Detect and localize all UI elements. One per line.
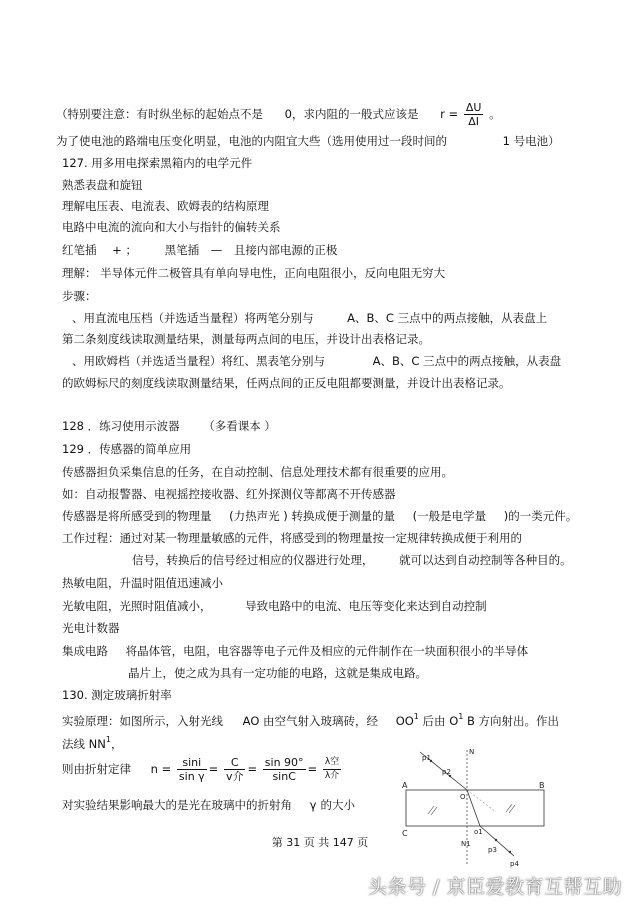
text-line: 第二条刻度线读取测量结果，测量每两点间的电压，并设计出表格记录。 [62,332,430,346]
line-principle [62,710,559,728]
denominator: λ介 [324,771,340,781]
text: A、B、C 三点中的两点接触，从表盘 [372,354,562,368]
pin-p4 [509,851,511,853]
hatch-mark [431,807,437,815]
numerator: sini [177,756,207,770]
line-battery-note [56,134,560,148]
text-line: 如：自动报警器、电视摇控接收器、红外探测仪等都离不开传感器 [62,487,396,501]
line-signal [132,553,572,567]
superscript: 1 [458,712,464,721]
text: （特别要注意：有时纵坐标的起始点不是 [56,107,263,121]
text: A、B、C 三点中的两点接触，从表盘上 [347,311,548,325]
glass-block [406,790,544,826]
label-p1: p1 [422,754,431,762]
text: B 方向射出。作出 [467,714,560,728]
text-line: 理解： 半导体元件二极管具有单向导电性，正向电阻很小，反向电阻无穷大 [62,266,446,280]
numerator: λ空 [323,756,341,770]
text: (力热声光 ) 转换成便于测量的量 [229,509,395,523]
text-line: 晶片上，使之成为具有一定功能的电路，这就是集成电路。 [128,666,427,680]
text: 0，求内阻的一般式应该是 [284,107,419,121]
fraction-wavelength [323,756,341,783]
text: 实验原理：如图所示，入射光线 [62,714,223,728]
text: 的大小 [320,798,355,812]
numerator: ΔU [465,101,482,114]
text: 红笔插 [62,243,97,257]
text: 就可以达到自动控制等各种目的。 [399,553,572,567]
page-number: 第 31 页 共 147 页 [271,836,369,849]
label-B: B [539,781,545,790]
label-O: O [460,793,466,801]
label-p4: p4 [510,860,519,868]
refraction-law-line: 则由折射定律 n = $\frac{\sin i}{\text{sin γ}}$ = $\frac{C}{\text{v介}}$ = $\frac{\sin 90^\circ}{\sin C}$ = $\frac{\text{λ空}}{\text{λ介}}$ [62,756,340,783]
line-photoresistor [62,599,487,613]
numerator: C [224,756,246,770]
text: 1 号电池） [502,134,560,148]
label-N: N [469,748,475,756]
fraction-sin90-sinc [263,756,306,783]
text: AO 由空气射入玻璃砖，经 [242,714,379,728]
text: + ； [112,243,137,257]
text-line: 电路中电流的流向和大小与指针的偏转关系 [62,220,281,234]
step-2-line [72,354,561,368]
label-N1: N1 [461,840,471,848]
hatch-mark [509,805,515,813]
text: 传感器是将所感受到的物理量 [62,509,212,523]
section-heading-127: 127. 用多用电探索黑箱内的电学元件 [62,156,253,170]
text: （多看课本 ） [203,419,276,433]
text-line: 理解电压表、电流表、欧姆表的结构原理 [62,199,269,213]
text: 、用直流电压档（并选适当量程）将两笔分别与 [72,311,314,325]
label-p2: p2 [442,768,451,776]
label-p3: p3 [488,846,497,854]
section-heading-130: 130. 测定玻璃折射率 [62,688,172,702]
text: — [210,243,223,257]
watermark: 头条号 / 京臣爱教育互帮互助 [368,876,622,898]
line-normal [62,733,122,751]
line-probe-colors [62,243,337,257]
formula-r: r = [440,107,459,121]
section-heading-129: 129 ．传感器的简单应用 [62,442,192,456]
text: ， [110,737,123,751]
refraction-diagram [398,742,558,872]
text: (一般是电学量 [412,509,487,523]
text: OO [395,714,414,728]
label-C: C [402,829,408,838]
fraction-du-di [464,101,484,128]
text: 法线 NN [62,737,106,751]
denominator: v介 [225,770,244,783]
text-line: 熟悉表盘和旋钮 [62,178,143,192]
text: 后由 O [422,714,459,728]
label-O1: o1 [474,828,483,836]
hatch-mark [506,804,512,812]
text: 则由折射定律 [62,762,131,776]
denominator: sin γ [178,770,205,783]
section-heading-128 [62,419,276,433]
hatch-mark [428,806,434,814]
numerator: sin 90° [264,756,304,769]
text: 导致电路中的电流、电压等变化来达到自动控制 [245,599,487,613]
text: )的一类元件。 [503,509,578,523]
denominator: sinC [272,770,296,783]
line-ic [62,644,528,658]
gamma-symbol: γ [309,798,317,812]
text: 黑笔插 [164,243,200,257]
text-line: 热敏电阻，升温时阻值迅速减小 [62,576,223,590]
text-line: 的欧姆标尺的刻度线读取测量结果，任两点间的正反电阻都要测量，并设计出表格记录。 [62,376,511,390]
line-note-internal-resistance [56,101,501,128]
label-A: A [402,781,408,790]
text: 。 [489,107,501,121]
text: 将晶体管，电阻，电容器等电子元件及相应的元件制作在一块面积很小的半导体 [125,644,529,658]
superscript: 1 [105,735,111,744]
denominator: ΔI [468,115,479,128]
step-1-line [72,311,547,325]
line-error-source [62,798,355,812]
refracted-ray [467,790,480,826]
text: 且接内部电源的正极 [233,243,338,257]
text: 对实验结果影响最大的是光在玻璃中的折射角 [62,798,292,812]
text: 集成电路 [62,644,108,658]
formula-n: n = [150,762,172,776]
fraction-sini-sin-gamma [177,756,207,783]
text: 信号，转换后的信号经过相应的仪器进行处理， [132,553,374,567]
text-line: 步骤： [62,289,97,303]
text: 光敏电阻，光照时阻值减小， [62,599,212,613]
superscript: 1 [413,712,419,721]
line-sensor-definition [62,509,577,523]
text: 为了使电池的路端电压变化明显，电池的内阻宜大些（选用使用过一段时间的 [56,134,447,148]
text-line: 传感器担负采集信息的任务，在自动控制、信息处理技术都有很重要的应用。 [62,465,453,479]
text: 、用欧姆档（并选适当量程）将红、黑表笔分别与 [72,354,325,368]
text-line: 工作过程：通过对某一物理量敏感的元件，将感受到的物理量按一定规律转换成便于利用的 [62,531,522,545]
fraction-c-v [224,756,246,783]
text: 128 ．练习使用示波器 [62,419,180,433]
text-line: 光电计数器 [62,621,120,635]
